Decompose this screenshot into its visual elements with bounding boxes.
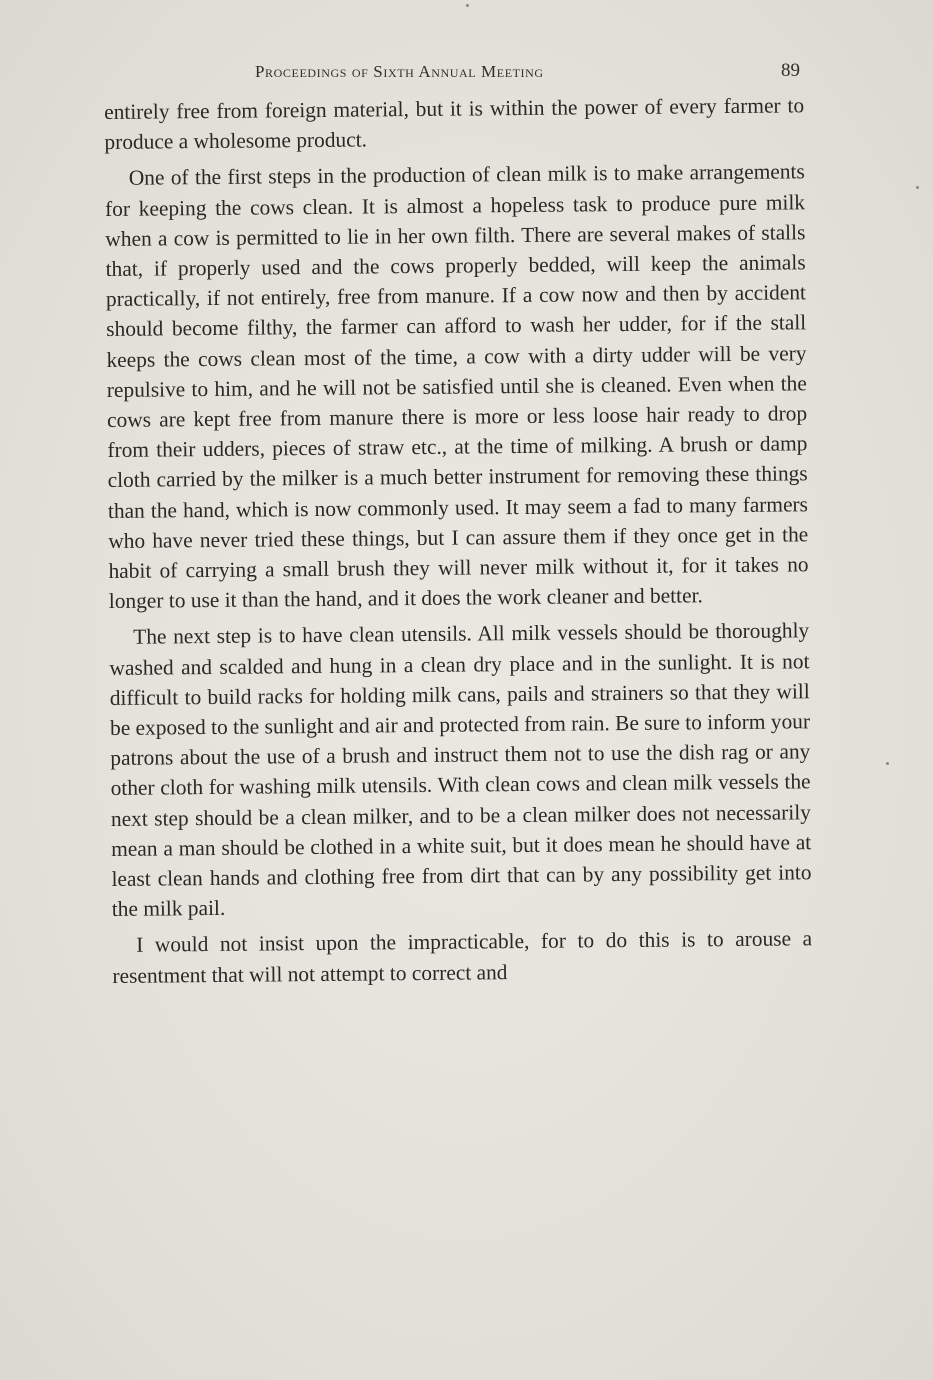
paragraph-impracticable: I would not insist upon the impracticable, for to do this is to arouse a resentment that will not attempt to correct and <box>112 926 813 988</box>
running-head <box>255 62 800 86</box>
paragraph-clean-utensils: The next step is to have clean utensils. All milk vessels should be thoroughly washed and scalded and hung in a clean dry place and in the sunlight. It is not difficult to build racks for holding milk cans, pails and strainers so that they will be exposed to the sunlight and air and protected from rain. Be sure to inform your patrons about the use of a brush and instruct them not to use the dish rag or any other cloth for washing milk utensils. With clean cows and clean milk vessels the next step should be a clean milker, and to be a clean milker does not necessarily mean a man should be clothed in a white suit, but it does mean he should have at least clean hands and clothing free from dirt that can by any possibility get into the milk pail. <box>109 618 812 922</box>
paper-speck <box>886 762 889 765</box>
paragraph-continuation: entirely free from foreign material, but it is within the power of every farmer to produce a wholesome product. <box>104 93 805 155</box>
page-number: 89 <box>781 60 800 81</box>
running-title: Proceedings of Sixth Annual Meeting <box>255 62 544 81</box>
paper-speck <box>466 4 469 7</box>
paper-speck <box>916 186 919 189</box>
paragraph-clean-cows: One of the first steps in the production of clean milk is to make arrangements for keeping the cows clean. It is almost a hopeless task to produce pure milk when a cow is permitted to lie in her own filth. There are several makes of stalls that, if properly used and the cows properly bedded, will keep the animals practically, if not entirely, free from manure. If a cow now and then by accident should become filthy, the farmer can afford to wash her udder, for if the stall keeps the cows clean most of the time, a cow with a dirty udder will be very repulsive to him, and he will not be satisfied until she is cleaned. Even when the cows are kept free from manure there is more or less loose hair ready to drop from their udders, pieces of straw etc., at the time of milking. A brush or damp cloth carried by the milker is a much better instrument for removing these things than the hand, which is now commonly used. It may seem a fad to many farmers who have never tried these things, but I can assure them if they once get in the habit of carrying a small brush they will never milk without it, for it takes no longer to use it than the hand, and it does the work cleaner and better. <box>104 159 809 614</box>
body-text <box>104 90 813 997</box>
